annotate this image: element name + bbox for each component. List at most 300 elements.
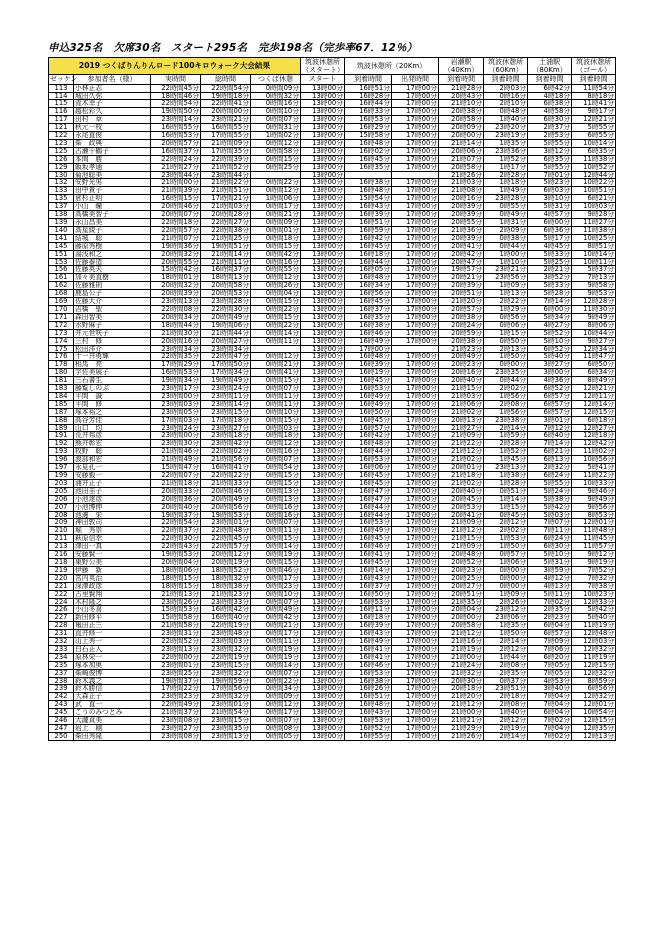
cell-rest-time: 0時間12分: [251, 440, 301, 448]
cell-rest-time: 0時間11分: [251, 392, 301, 400]
cell-rest-time: 0時間18分: [251, 432, 301, 440]
cell-start: 13時00分: [301, 305, 345, 313]
cell-name: 菊池聡美: [74, 171, 151, 179]
cell-20km-arrival: 16時47分: [345, 487, 392, 495]
cell-80km-arrival: 3時00分: [528, 369, 572, 377]
cell-rest-time: 0時間15分: [251, 377, 301, 385]
cell-actual-time: 17時間29分: [151, 361, 201, 369]
cell-rest-time: 0時間09分: [251, 84, 301, 92]
cell-20km-arrival: 16時45分: [345, 377, 392, 385]
cell-60km-arrival: 0時48分: [484, 108, 528, 116]
cell-80km-arrival: 5時55分: [528, 139, 572, 147]
cell-name: 池邊 栄: [74, 511, 151, 519]
cell-bib: 114: [49, 92, 74, 100]
cell-20km-arrival: 16時41分: [345, 645, 392, 653]
cell-actual-time: 23時間08分: [151, 717, 201, 725]
cell-20km-departure: 17時00分: [392, 155, 439, 163]
cell-20km-departure: 17時00分: [392, 124, 439, 132]
cell-start: 13時00分: [301, 416, 345, 424]
cell-actual-time: 20時間04分: [151, 558, 201, 566]
cell-80km-arrival: 5時23分: [528, 179, 572, 187]
cell-actual-time: 23時間23分: [151, 693, 201, 701]
cell-40km-arrival: 21時14分: [439, 139, 484, 147]
cell-bib: 121: [49, 124, 74, 132]
cell-rest-time: 0時間16分: [251, 448, 301, 456]
cell-actual-time: 23時間26分: [151, 598, 201, 606]
cell-20km-arrival: 16時45分: [345, 298, 392, 306]
cell-20km-arrival: 16時41分: [345, 551, 392, 559]
cell-total-time: 16時間42分: [201, 606, 251, 614]
cell-bib: 205: [49, 487, 74, 495]
cell-20km-arrival: 16時48分: [345, 187, 392, 195]
cell-20km-departure: 17時00分: [392, 574, 439, 582]
cell-20km-arrival: 16時45分: [345, 535, 392, 543]
cell-20km-departure: 17時00分: [392, 139, 439, 147]
cell-80km-arrival: 7時14分: [528, 440, 572, 448]
cell-goal-arrival: 9時12分: [572, 551, 616, 559]
cell-name: 松田洋介: [74, 345, 151, 353]
cell-actual-time: 22時間57分: [151, 226, 201, 234]
cell-total-time: 19時間06分: [201, 321, 251, 329]
cell-name: 浦井正子: [74, 479, 151, 487]
cell-rest-time: 0時間15分: [251, 416, 301, 424]
cell-60km-arrival: 2時28分: [484, 440, 528, 448]
table-row: [49, 732, 616, 740]
cell-start: 13時00分: [301, 638, 345, 646]
cell-40km-arrival: 21時20分: [439, 298, 484, 306]
cell-20km-arrival: 16時05分: [345, 266, 392, 274]
cell-name: 安藤毅一: [74, 472, 151, 480]
cell-60km-arrival: 2時14分: [484, 638, 528, 646]
cell-bib: 216: [49, 551, 74, 559]
cell-rest-time: 0時間05分: [251, 732, 301, 740]
cell-20km-arrival: 16時37分: [345, 305, 392, 313]
cell-goal-arrival: 6時18分: [572, 416, 616, 424]
cell-bib: 242: [49, 693, 74, 701]
cell-80km-arrival: 6時13分: [528, 456, 572, 464]
cell-name: 大瀧貞美: [74, 717, 151, 725]
cell-40km-arrival: 20時38分: [439, 313, 484, 321]
cell-start: 13時00分: [301, 274, 345, 282]
cell-60km-arrival: 0時50分: [484, 337, 528, 345]
cell-80km-arrival: 7時09分: [528, 638, 572, 646]
cell-80km-arrival: 6時24分: [528, 535, 572, 543]
cell-goal-arrival: 10時51分: [572, 187, 616, 195]
cell-bib: 199: [49, 472, 74, 480]
cell-actual-time: 20時間40分: [151, 503, 201, 511]
cell-20km-arrival: 16時53分: [345, 456, 392, 464]
cell-60km-arrival: 2時28分: [484, 171, 528, 179]
cell-20km-arrival: 16時49分: [345, 337, 392, 345]
cell-20km-departure: 17時00分: [392, 472, 439, 480]
header-row-columns: [49, 75, 616, 84]
cell-20km-arrival: 16時49分: [345, 400, 392, 408]
cell-80km-arrival: 3時10分: [528, 195, 572, 203]
cell-80km-arrival: 5時40分: [528, 353, 572, 361]
cell-name: 安藤賢一: [74, 551, 151, 559]
cell-20km-departure: 17時00分: [392, 226, 439, 234]
cell-total-time: 23時間27分: [201, 424, 251, 432]
cell-80km-arrival: 4時12分: [528, 574, 572, 582]
cell-rest-time: 1時間06分: [251, 195, 301, 203]
cell-name: 山上秀一: [74, 638, 151, 646]
cell-bib: 125: [49, 147, 74, 155]
cell-rest-time: 0時間07分: [251, 116, 301, 124]
cell-rest-time: 0時間23分: [251, 582, 301, 590]
cell-name: 佐藤雅則: [74, 282, 151, 290]
cell-20km-arrival: 16時28分: [345, 92, 392, 100]
cell-name: 井元世咲子: [74, 329, 151, 337]
cell-20km-arrival: 16時48分: [345, 274, 392, 282]
cell-start: 13時00分: [301, 440, 345, 448]
cell-20km-departure: 17時00分: [392, 495, 439, 503]
cell-rest-time: 0時間17分: [251, 574, 301, 582]
table-row: [49, 163, 616, 171]
cell-bib: 234: [49, 653, 74, 661]
cell-total-time: 22時間54分: [201, 84, 251, 92]
cell-60km-arrival: 2時08分: [484, 701, 528, 709]
cell-goal-arrival: 11時41分: [572, 100, 616, 108]
cell-80km-arrival: 7時12分: [528, 424, 572, 432]
cell-20km-departure: 17時00分: [392, 179, 439, 187]
cell-goal-arrival: 12時01分: [572, 701, 616, 709]
cell-actual-time: 21時間13分: [151, 590, 201, 598]
cell-20km-arrival: 16時47分: [345, 495, 392, 503]
cell-40km-arrival: 20時55分: [439, 219, 484, 227]
cell-goal-arrival: 9時49分: [572, 495, 616, 503]
cell-60km-arrival: 0時49分: [484, 211, 528, 219]
cell-actual-time: 17時間22分: [151, 685, 201, 693]
cell-40km-arrival: 20時38分: [439, 337, 484, 345]
cell-bib: 145: [49, 242, 74, 250]
cell-20km-departure: 17時00分: [392, 195, 439, 203]
cell-40km-arrival: 20時52分: [439, 558, 484, 566]
cell-total-time: 18時間52分: [201, 566, 251, 574]
cell-start: 13時00分: [301, 614, 345, 622]
cell-40km-arrival: 21時12分: [439, 448, 484, 456]
cell-80km-arrival: 5時33分: [528, 250, 572, 258]
cell-20km-departure: 17時00分: [392, 669, 439, 677]
cell-40km-arrival: 20時18分: [439, 685, 484, 693]
cell-rest-time: 0時間15分: [251, 479, 301, 487]
cell-name: 城田久弥: [74, 92, 151, 100]
cell-rest-time: 0時間13分: [251, 487, 301, 495]
cell-rest-time: 0時間14分: [251, 661, 301, 669]
cell-80km-arrival: 7時02分: [528, 598, 572, 606]
cell-rest-time: 0時間14分: [251, 329, 301, 337]
cell-name: 大森正子: [74, 693, 151, 701]
cell-60km-arrival: 0時00分: [484, 574, 528, 582]
table-title: 2019 つくばりんりんロード100キロウォーク大会結果: [49, 58, 301, 75]
cell-80km-arrival: 4時27分: [528, 321, 572, 329]
cell-40km-arrival: 20時23分: [439, 566, 484, 574]
cell-20km-arrival: 16時59分: [345, 226, 392, 234]
cell-rest-time: 0時間18分: [251, 234, 301, 242]
cell-40km-arrival: 21時03分: [439, 179, 484, 187]
cell-name: 三石書生: [74, 377, 151, 385]
cell-80km-arrival: 4時53分: [528, 677, 572, 685]
cell-20km-departure: 17時00分: [392, 440, 439, 448]
table-row: [49, 669, 616, 677]
cell-goal-arrival: 12時32分: [572, 693, 616, 701]
cell-40km-arrival: 20時57分: [439, 305, 484, 313]
cell-total-time: 23時間44分: [201, 171, 251, 179]
cell-goal-arrival: 8時53分: [572, 511, 616, 519]
cell-20km-departure: 17時00分: [392, 163, 439, 171]
cell-20km-departure: 17時00分: [392, 566, 439, 574]
cell-60km-arrival: 1時15分: [484, 329, 528, 337]
cell-start: 13時00分: [301, 456, 345, 464]
cell-actual-time: 21時間46分: [151, 448, 201, 456]
cell-20km-departure: 17時00分: [392, 147, 439, 155]
cell-start: 13時00分: [301, 92, 345, 100]
cell-80km-arrival: 5時38分: [528, 495, 572, 503]
cell-name: 澤田一真: [74, 543, 151, 551]
cell-name: 直井修一: [74, 630, 151, 638]
cell-20km-departure: 17時00分: [392, 392, 439, 400]
cell-total-time: 22時間39分: [201, 155, 251, 163]
cell-20km-departure: 17時00分: [392, 266, 439, 274]
cell-goal-arrival: 10時25分: [572, 234, 616, 242]
cell-rest-time: 0時間11分: [251, 527, 301, 535]
cell-20km-arrival: 16時45分: [345, 155, 392, 163]
cell-20km-departure: 17時00分: [392, 234, 439, 242]
cell-actual-time: 18時間46分: [151, 92, 201, 100]
cell-40km-arrival: 20時16分: [439, 369, 484, 377]
cell-actual-time: 22時間37分: [151, 527, 201, 535]
cell-rest-time: 0時間07分: [251, 456, 301, 464]
cell-60km-arrival: 23時56分: [484, 274, 528, 282]
cell-20km-arrival: 16時48分: [345, 440, 392, 448]
cell-rest-time: 0時間22分: [251, 677, 301, 685]
cell-40km-arrival: 20時48分: [439, 551, 484, 559]
cell-start: 13時00分: [301, 195, 345, 203]
cell-name: 佐藤大介: [74, 298, 151, 306]
cell-rest-time: 0時間07分: [251, 669, 301, 677]
cell-bib: 184: [49, 392, 74, 400]
cell-40km-arrival: 21時09分: [439, 519, 484, 527]
cell-20km-arrival: 16時51分: [345, 219, 392, 227]
cell-total-time: 20時間46分: [201, 487, 251, 495]
cell-start: 13時00分: [301, 369, 345, 377]
cell-goal-arrival: 8時06分: [572, 321, 616, 329]
cell-actual-time: 20時間16分: [151, 337, 201, 345]
cell-60km-arrival: 1時40分: [484, 709, 528, 717]
cell-goal-arrival: 9時49分: [572, 313, 616, 321]
table-row: [49, 250, 616, 258]
cell-20km-arrival: 16時34分: [345, 282, 392, 290]
cell-20km-arrival: 16時46分: [345, 543, 392, 551]
cell-start: 13時00分: [301, 282, 345, 290]
cell-20km-departure: 17時00分: [392, 211, 439, 219]
column-header-start: スタート: [301, 75, 345, 84]
cell-goal-arrival: 12時03分: [572, 638, 616, 646]
cell-60km-arrival: 23時36分: [484, 147, 528, 155]
cell-total-time: 22時間19分: [201, 622, 251, 630]
cell-bib: 137: [49, 203, 74, 211]
cell-80km-arrival: 2時23分: [528, 614, 572, 622]
cell-total-time: 22時間45分: [201, 535, 251, 543]
cell-goal-arrival: 12時15分: [572, 408, 616, 416]
cell-rest-time: 0時間42分: [251, 614, 301, 622]
cell-bib: 183: [49, 385, 74, 393]
cell-60km-arrival: 1時14分: [484, 495, 528, 503]
cell-goal-arrival: 12時32分: [572, 669, 616, 677]
cell-20km-arrival: 16時35分: [345, 163, 392, 171]
cell-goal-arrival: 12時15分: [572, 661, 616, 669]
cell-goal-arrival: 6時50分: [572, 361, 616, 369]
cell-total-time: 23時間21分: [201, 116, 251, 124]
cell-40km-arrival: 21時03分: [439, 392, 484, 400]
cell-total-time: 21時間23分: [201, 590, 251, 598]
cell-start: 13時00分: [301, 258, 345, 266]
cell-20km-arrival: 16時56分: [345, 290, 392, 298]
cell-20km-departure: 17時00分: [392, 677, 439, 685]
cell-name: 佐藤英夫: [74, 266, 151, 274]
cell-bib: 250: [49, 732, 74, 740]
cell-bib: 228: [49, 622, 74, 630]
cell-80km-arrival: 6時52分: [528, 345, 572, 353]
cell-60km-arrival: 1時50分: [484, 353, 528, 361]
cell-20km-arrival: 16時45分: [345, 472, 392, 480]
cell-20km-arrival: 17時00分: [345, 345, 392, 353]
results-body: [49, 84, 616, 740]
cell-20km-departure: 17時00分: [392, 614, 439, 622]
cell-start: 13時00分: [301, 234, 345, 242]
cell-bib: 171: [49, 313, 74, 321]
cell-rest-time: 0時間22分: [251, 179, 301, 187]
cell-name: 高谷芳佳: [74, 416, 151, 424]
cell-40km-arrival: 21時02分: [439, 479, 484, 487]
cell-actual-time: 19時間36分: [151, 242, 201, 250]
cell-20km-arrival: 16時02分: [345, 147, 392, 155]
cell-actual-time: 19時間34分: [151, 377, 201, 385]
cell-start: 13時00分: [301, 535, 345, 543]
cell-bib: 222: [49, 590, 74, 598]
cell-40km-arrival: 21時35分: [439, 598, 484, 606]
cell-20km-departure: 17時00分: [392, 606, 439, 614]
cell-actual-time: 22時間07分: [151, 472, 201, 480]
cell-name: 山口 均: [74, 424, 151, 432]
cell-actual-time: 22時間43分: [151, 543, 201, 551]
cell-total-time: 17時間18分: [201, 416, 251, 424]
cell-start: 13時00分: [301, 226, 345, 234]
cell-goal-arrival: 11時02分: [572, 448, 616, 456]
cell-60km-arrival: 23時28分: [484, 195, 528, 203]
cell-20km-departure: 17時00分: [392, 551, 439, 559]
cell-60km-arrival: 0時51分: [484, 487, 528, 495]
cell-20km-arrival: 16時49分: [345, 638, 392, 646]
cell-name: 鈴木義之: [74, 677, 151, 685]
cell-goal-arrival: 10時11分: [572, 258, 616, 266]
cell-total-time: 22時間41分: [201, 100, 251, 108]
cell-total-time: 23時間24分: [201, 385, 251, 393]
cell-rest-time: 0時間07分: [251, 598, 301, 606]
cell-20km-departure: 17時00分: [392, 100, 439, 108]
cell-name: 佐藤泰造: [74, 258, 151, 266]
cell-start: 13時00分: [301, 298, 345, 306]
cell-rest-time: 0時間21分: [251, 361, 301, 369]
cell-name: 永尾直俊: [74, 132, 151, 140]
cell-rest-time: 0時間12分: [251, 274, 301, 282]
cell-60km-arrival: 1時49分: [484, 187, 528, 195]
cell-60km-arrival: 2時09分: [484, 226, 528, 234]
cell-bib: 156: [49, 266, 74, 274]
cell-20km-arrival: 16時18分: [345, 614, 392, 622]
cell-bib: 132: [49, 179, 74, 187]
cell-bib: 129: [49, 163, 74, 171]
cell-80km-arrival: 4時36分: [528, 377, 572, 385]
cell-80km-arrival: 2時53分: [528, 132, 572, 140]
cell-60km-arrival: 1時29分: [484, 305, 528, 313]
cell-20km-arrival: 16時50分: [345, 408, 392, 416]
cell-20km-arrival: 16時19分: [345, 369, 392, 377]
cell-actual-time: 23時間44分: [151, 171, 201, 179]
cell-actual-time: 23時間00分: [151, 432, 201, 440]
cell-rest-time: 0時間21分: [251, 211, 301, 219]
cell-20km-departure: 17時00分: [392, 558, 439, 566]
cell-20km-arrival: 16時18分: [345, 250, 392, 258]
cell-name: 森田智美: [74, 313, 151, 321]
cell-start: 13時00分: [301, 100, 345, 108]
cell-actual-time: 22時間24分: [151, 155, 201, 163]
cell-40km-arrival: 20時00分: [439, 132, 484, 140]
cell-80km-arrival: 5時10分: [528, 551, 572, 559]
cell-bib: 140: [49, 226, 74, 234]
cell-bib: 207: [49, 503, 74, 511]
cell-name: 新田修平: [74, 614, 151, 622]
column-header-total-time: 総時間: [201, 75, 251, 84]
cell-goal-arrival: 7時38分: [572, 582, 616, 590]
cell-goal-arrival: 8時51分: [572, 242, 616, 250]
cell-rest-time: 0時間15分: [251, 242, 301, 250]
cell-start: 13時00分: [301, 551, 345, 559]
cell-60km-arrival: 1時17分: [484, 163, 528, 171]
cell-60km-arrival: 1時50分: [484, 543, 528, 551]
cell-goal-arrival: 12時34分: [572, 345, 616, 353]
cell-20km-departure: 17時00分: [392, 385, 439, 393]
cell-20km-arrival: 16時43分: [345, 630, 392, 638]
cell-total-time: 21時間03分: [201, 203, 251, 211]
cell-bib: 245: [49, 709, 74, 717]
cell-20km-departure: 17時00分: [392, 519, 439, 527]
cell-20km-arrival: 16時48分: [345, 353, 392, 361]
cell-bib: 173: [49, 329, 74, 337]
cell-actual-time: 22時間35分: [151, 353, 201, 361]
cell-20km-arrival: 16時14分: [345, 566, 392, 574]
cell-name: 吉橋 聖: [74, 305, 151, 313]
cell-40km-arrival: 19時57分: [439, 266, 484, 274]
cell-60km-arrival: 2時10分: [484, 100, 528, 108]
cell-60km-arrival: 1時40分: [484, 116, 528, 124]
cell-start: 13時00分: [301, 464, 345, 472]
cell-40km-arrival: 21時02分: [439, 408, 484, 416]
cell-80km-arrival: 6時57分: [528, 400, 572, 408]
cell-60km-arrival: 1時00分: [484, 250, 528, 258]
cell-20km-departure: 17時00分: [392, 479, 439, 487]
cell-actual-time: 19時間53分: [151, 551, 201, 559]
cell-actual-time: 23時間01分: [151, 661, 201, 669]
cell-actual-time: 15時間53分: [151, 606, 201, 614]
cell-60km-arrival: 1時53分: [484, 535, 528, 543]
cell-goal-arrival: 6時34分: [572, 369, 616, 377]
cell-20km-arrival: 16時55分: [345, 732, 392, 740]
cell-60km-arrival: 0時37分: [484, 677, 528, 685]
cell-20km-arrival: 16時45分: [345, 416, 392, 424]
cell-total-time: 21時間14分: [201, 250, 251, 258]
cell-bib: 247: [49, 725, 74, 733]
cell-40km-arrival: 20時49分: [439, 353, 484, 361]
